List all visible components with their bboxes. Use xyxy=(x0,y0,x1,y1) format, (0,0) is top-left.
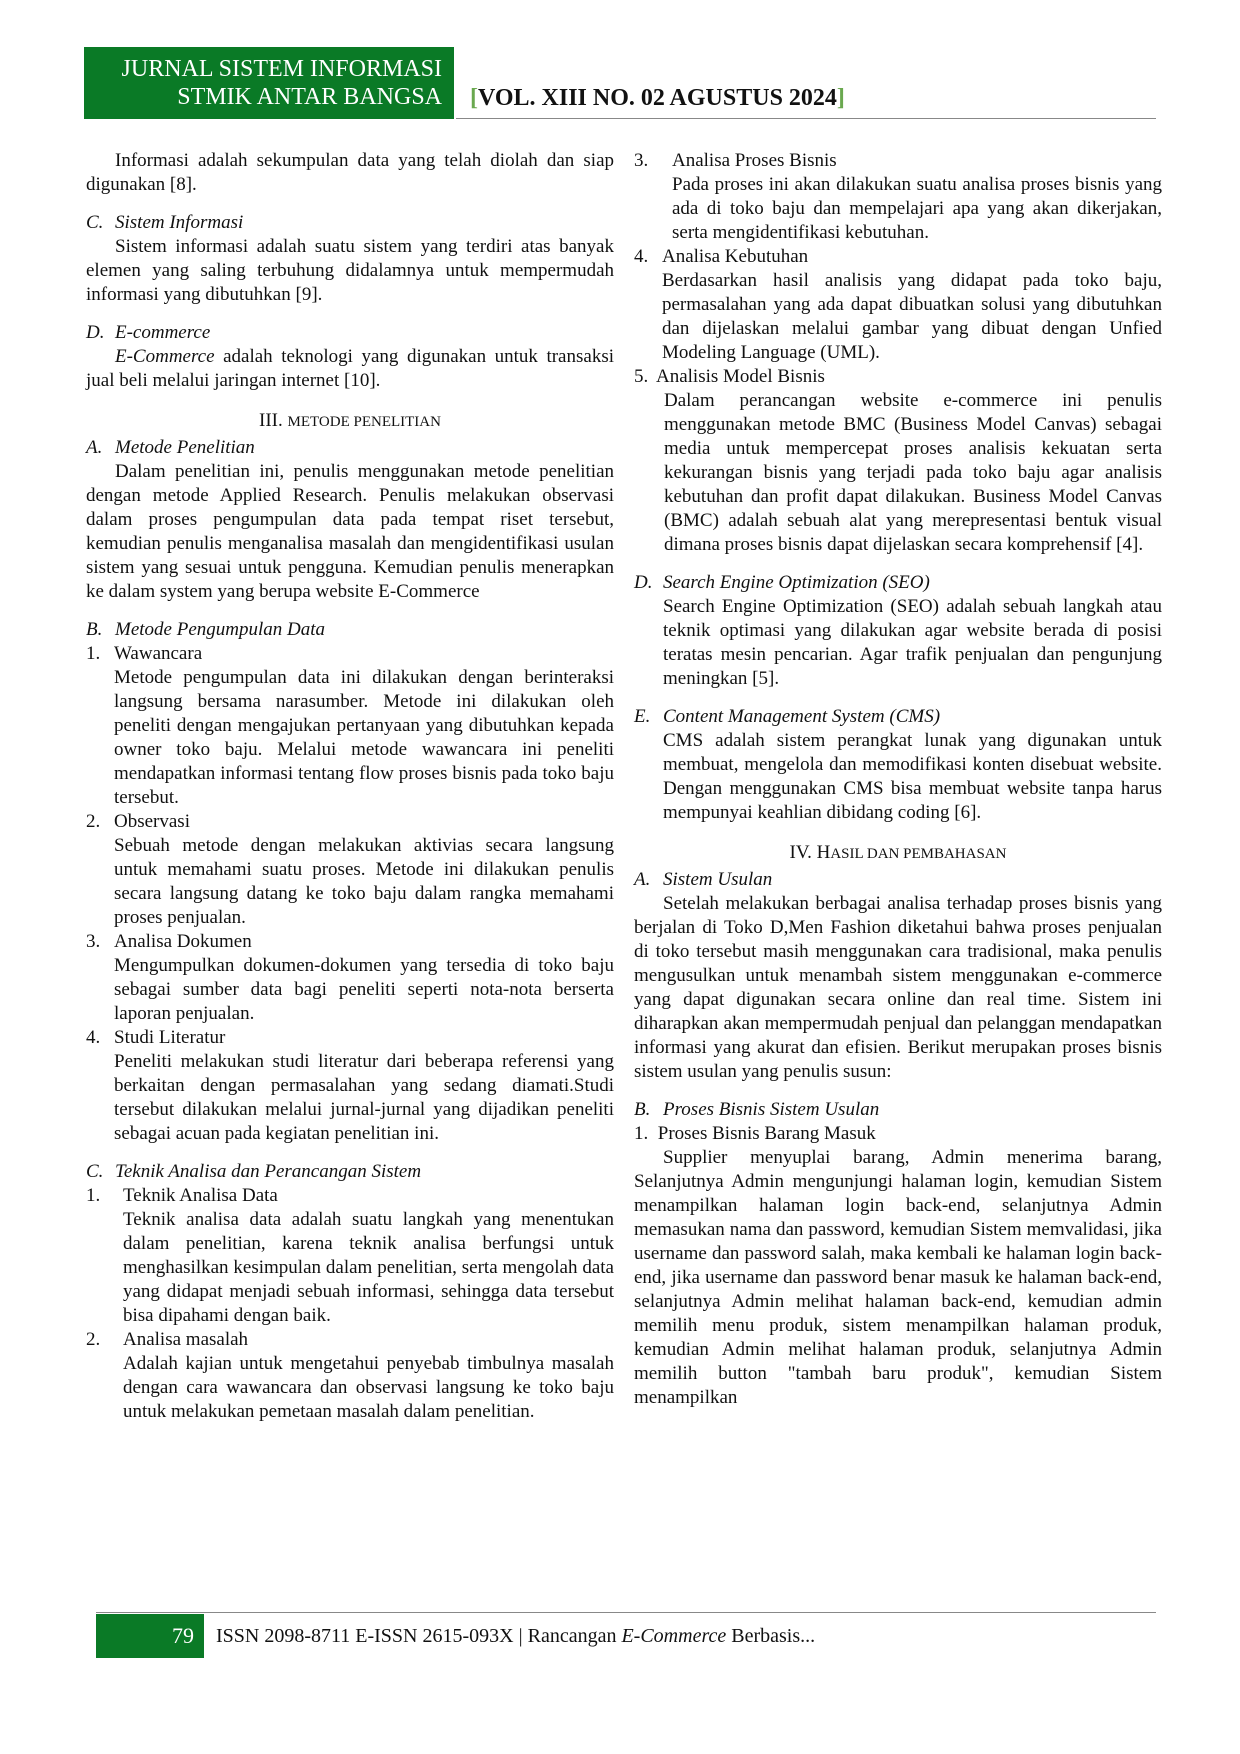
paragraph: Setelah melakukan berbagai analisa terhadap proses bisnis yang berjalan di Toko D,Men Fashion diketahui bahwa proses penjualan di toko tersebut masih menggunakan cara tradisional, maka penulis mengusulkan untuk menambah sistem menggunakan e-commerce yang dapat digunakan secara online dan real time. Sistem ini diharapkan akan mempermudah penjual dan pelanggan mendapatkan informasi yang akurat dan efisien. Berikut merupakan proses bisnis sistem usulan yang penulis susun: xyxy=(634,893,1162,1082)
section-heading: D. Search Engine Optimization (SEO) xyxy=(634,572,930,593)
volume-text: VOL. XIII NO. 02 AGUSTUS 2024 xyxy=(478,85,837,111)
list-item: 4. Analisa Kebutuhan Berdasarkan hasil analisis yang didapat pada toko baju, permasalahan yang ada dapat dibuatkan solusi yang dibutuhkan dan dijelaskan melalui gambar yang dibuat dengan Unfied Modeling Language (UML). xyxy=(634,246,1162,363)
list-item: 2. Analisa masalah Adalah kajian untuk mengetahui penyebab timbulnya masalah dengan cara wawancara dan observasi langsung ke toko baju untuk melakukan pemetaan masalah dalam penelitian. xyxy=(86,1329,614,1422)
section-heading: A. Metode Penelitian xyxy=(86,437,255,458)
page-number-box xyxy=(96,1614,204,1658)
paragraph: E-Commerce adalah teknologi yang digunakan untuk transaksi jual beli melalui jaringan internet [10]. xyxy=(86,346,614,391)
list-item: 1. Wawancara Metode pengumpulan data ini dilakukan dengan berinteraksi langsung bersama narasumber. Metode ini dilakukan oleh peneliti dengan mengajukan pertanyaan yang dibutuhkan kepada owner toko baju. Melalui metode wawancara ini peneliti mendapatkan informasi tentang flow proses bisnis pada toko baju tersebut. xyxy=(86,643,614,808)
volume-label: [VOL. XIII NO. 02 AGUSTUS 2024] xyxy=(470,85,845,111)
paragraph: Search Engine Optimization (SEO) adalah sebuah langkah atau teknik optimasi yang dilakukan agar website berada di posisi teratas mesin pencarian. Agar trafik penjualan dan pengunjung meningkan [5]. xyxy=(663,596,1162,689)
paragraph: Supplier menyuplai barang, Admin menerima barang, Selanjutnya Admin mengunjungi halaman login, kemudian Sistem menampilkan halaman login back-end, selanjutnya Admin memasukan nama dan password, kemudian Sistem memvalidasi, jika username dan password salah, maka kembali ke halaman login back-end, jika username dan password benar masuk ke halaman back-end, selanjutnya Admin melihat halaman back-end, kemudian admin memilih menu produk, sistem menampilkan halaman produk, kemudian Admin melihat halaman produk, selanjutnya Admin memilih button "tambah baru produk", kemudian Sistem menampilkan xyxy=(634,1147,1162,1408)
page-number: 79 xyxy=(172,1623,194,1648)
section-heading: C. Teknik Analisa dan Perancangan Sistem xyxy=(86,1161,422,1182)
footer-divider xyxy=(96,1612,1156,1613)
list-item: 2. Observasi Sebuah metode dengan melakukan aktivias secara langsung untuk memahami suatu proses. Metode ini dilakukan penulis secara langsung datang ke toko baju dalam rangka memahami proses penjualan. xyxy=(86,811,614,928)
list-item: 3. Analisa Dokumen Mengumpulkan dokumen-dokumen yang tersedia di toko baju sebagai sumber data bagi peneliti seperti nota-nota berserta laporan penjualan. xyxy=(86,931,614,1024)
list-item: 5. Analisis Model Bisnis Dalam perancangan website e-commerce ini penulis menggunakan metode BMC (Business Model Canvas) sebagai media untuk mempercepat proses analisis kekuatan serta kekurangan bisnis yang terjadi pada toko baju agar analisis kebutuhan dan profit dapat dilakukan. Business Model Canvas (BMC) adalah sebuah alat yang merepresentasi bentuk visual dimana proses bisnis dapat dijelaskan secara komprehensif [4]. xyxy=(634,366,1162,555)
journal-name-box xyxy=(84,47,454,119)
paragraph: Informasi adalah sekumpulan data yang telah diolah dan siap digunakan [8]. xyxy=(86,150,614,195)
section-heading: B. Proses Bisnis Sistem Usulan xyxy=(634,1099,880,1120)
paragraph: Sistem informasi adalah suatu sistem yang terdiri atas banyak elemen yang saling terbuhung didalamnya untuk mempermudah informasi yang dibutuhkan [9]. xyxy=(86,236,614,305)
section-heading: C. Sistem Informasi xyxy=(86,212,244,233)
header-divider xyxy=(456,118,1156,119)
list-item: 1. Teknik Analisa Data Teknik analisa data adalah suatu langkah yang menentukan dalam penelitian, karena teknik analisa berfungsi untuk menghasilkan kesimpulan dalam penelitian, serta mengolah data yang didapat menjadi sebuah informasi, sehingga data tersebut bisa dipahami dengan baik. xyxy=(86,1185,614,1326)
list-item: 4. Studi Literatur Peneliti melakukan studi literatur dari beberapa referensi yang berkaitan dengan permasalahan yang sedang diamati.Studi tersebut dilakukan melalui jurnal-jurnal yang dijadikan peneliti sebagai acuan pada kegiatan penelitian ini. xyxy=(86,1027,614,1144)
paragraph: Dalam penelitian ini, penulis menggunakan metode penelitian dengan metode Applied Research. Penulis melakukan observasi dalam proses pengumpulan data pada tempat riset tersebut, kemudian penulis menganalisa masalah dan mengidentifikasi usulan sistem yang sesuai untuk pengguna. Kemudian penulis menerapkan ke dalam system yang berupa website E-Commerce xyxy=(86,461,614,602)
right-column xyxy=(634,149,1162,1410)
chapter-heading: IV. HASIL DAN PEMBAHASAN xyxy=(789,842,1007,863)
list-item: 3. Analisa Proses Bisnis Pada proses ini akan dilakukan suatu analisa proses bisnis yang ada di toko baju dan mempelajari apa yang akan dikerjakan, serta mengidentifikasi kebutuhan. xyxy=(634,150,1162,243)
paragraph: CMS adalah sistem perangkat lunak yang digunakan untuk membuat, mengelola dan memodifikasi konten disebuat website. Dengan menggunakan CMS bisa membuat website tanpa harus mempunyai keahlian dibidang coding [6]. xyxy=(663,730,1162,823)
section-heading: B. Metode Pengumpulan Data xyxy=(86,619,326,640)
section-heading: D. E-commerce xyxy=(86,322,211,343)
footer-text: ISSN 2098-8711 E-ISSN 2615-093X | Rancangan E-Commerce Berbasis... xyxy=(216,1625,816,1647)
left-column xyxy=(86,149,614,1424)
subsection-heading: 1. Proses Bisnis Barang Masuk xyxy=(634,1123,876,1144)
section-heading: A. Sistem Usulan xyxy=(634,869,773,890)
chapter-heading: III. METODE PENELITIAN xyxy=(259,410,441,431)
section-heading: E. Content Management System (CMS) xyxy=(634,706,941,727)
journal-name-line1: JURNAL SISTEM INFORMASI xyxy=(121,56,442,82)
journal-name-line2: STMIK ANTAR BANGSA xyxy=(177,84,442,110)
